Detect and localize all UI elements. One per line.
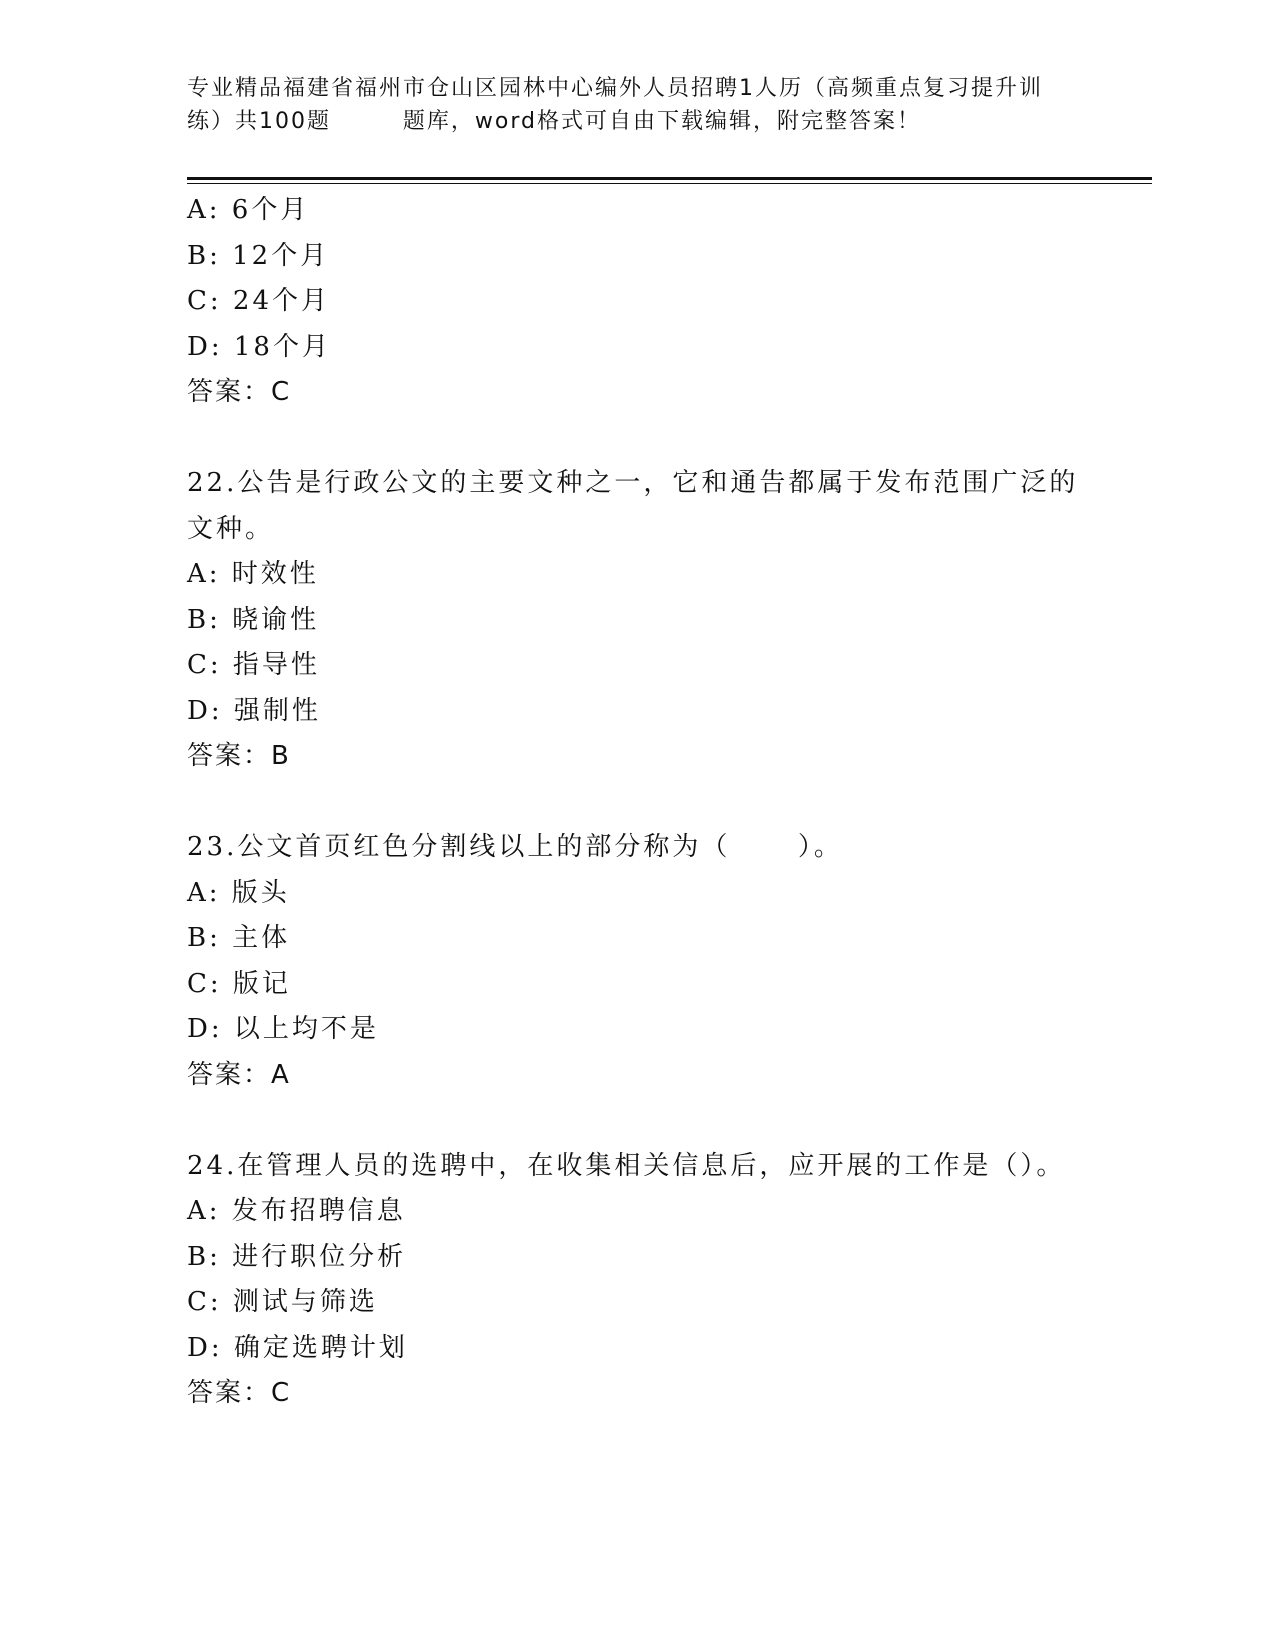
answer: 答案：C bbox=[187, 1378, 292, 1408]
option-b: B: 进行职位分析 bbox=[187, 1241, 407, 1272]
option-b: B: 12个月 bbox=[187, 240, 330, 271]
question-stem: 24.在管理人员的选聘中，在收集相关信息后，应开展的工作是（）。 bbox=[187, 1150, 1066, 1181]
question-stem-continued: 文种。 bbox=[187, 513, 275, 544]
question-stem: 22.公告是行政公文的主要文种之一，它和通告都属于发布范围广泛的 bbox=[187, 468, 1079, 498]
option-d: D: 确定选聘计划 bbox=[187, 1332, 408, 1363]
question-22 bbox=[187, 461, 1147, 780]
header-rule-thin bbox=[187, 183, 1152, 184]
option-d: D: 强制性 bbox=[187, 695, 321, 726]
spacer bbox=[187, 780, 1147, 826]
option-b: B: 晓谕性 bbox=[187, 604, 320, 635]
option-c: C: 24个月 bbox=[187, 286, 331, 316]
question-24 bbox=[187, 1144, 1147, 1417]
option-c: C: 版记 bbox=[187, 968, 291, 999]
option-b: B: 主体 bbox=[187, 923, 291, 953]
option-a: A: 时效性 bbox=[187, 559, 319, 589]
answer: 答案：C bbox=[187, 377, 292, 407]
option-d: D: 以上均不是 bbox=[187, 1014, 379, 1044]
answer: 答案：A bbox=[187, 1059, 291, 1090]
header-line-1: 专业精品福建省福州市仓山区园林中心编外人员招聘1人历（高频重点复习提升训 bbox=[187, 76, 1043, 101]
option-c: C: 指导性 bbox=[187, 650, 320, 680]
header-line-2: 练）共100题 题库，word格式可自由下载编辑，附完整答案！ bbox=[187, 109, 922, 134]
question-stem: 23.公文首页红色分割线以上的部分称为（ ）。 bbox=[187, 832, 843, 862]
spacer bbox=[187, 1098, 1147, 1144]
question-list bbox=[187, 188, 1147, 1417]
option-a: A: 6个月 bbox=[187, 195, 310, 225]
question-23 bbox=[187, 825, 1147, 1098]
document-header bbox=[187, 72, 1087, 138]
question-21 bbox=[187, 188, 1147, 416]
option-c: C: 测试与筛选 bbox=[187, 1287, 378, 1317]
answer: 答案：B bbox=[187, 741, 291, 771]
option-d: D: 18个月 bbox=[187, 331, 331, 362]
option-a: A: 发布招聘信息 bbox=[187, 1196, 406, 1226]
option-a: A: 版头 bbox=[187, 877, 290, 908]
header-rule-thick bbox=[187, 177, 1152, 180]
spacer bbox=[187, 416, 1147, 462]
